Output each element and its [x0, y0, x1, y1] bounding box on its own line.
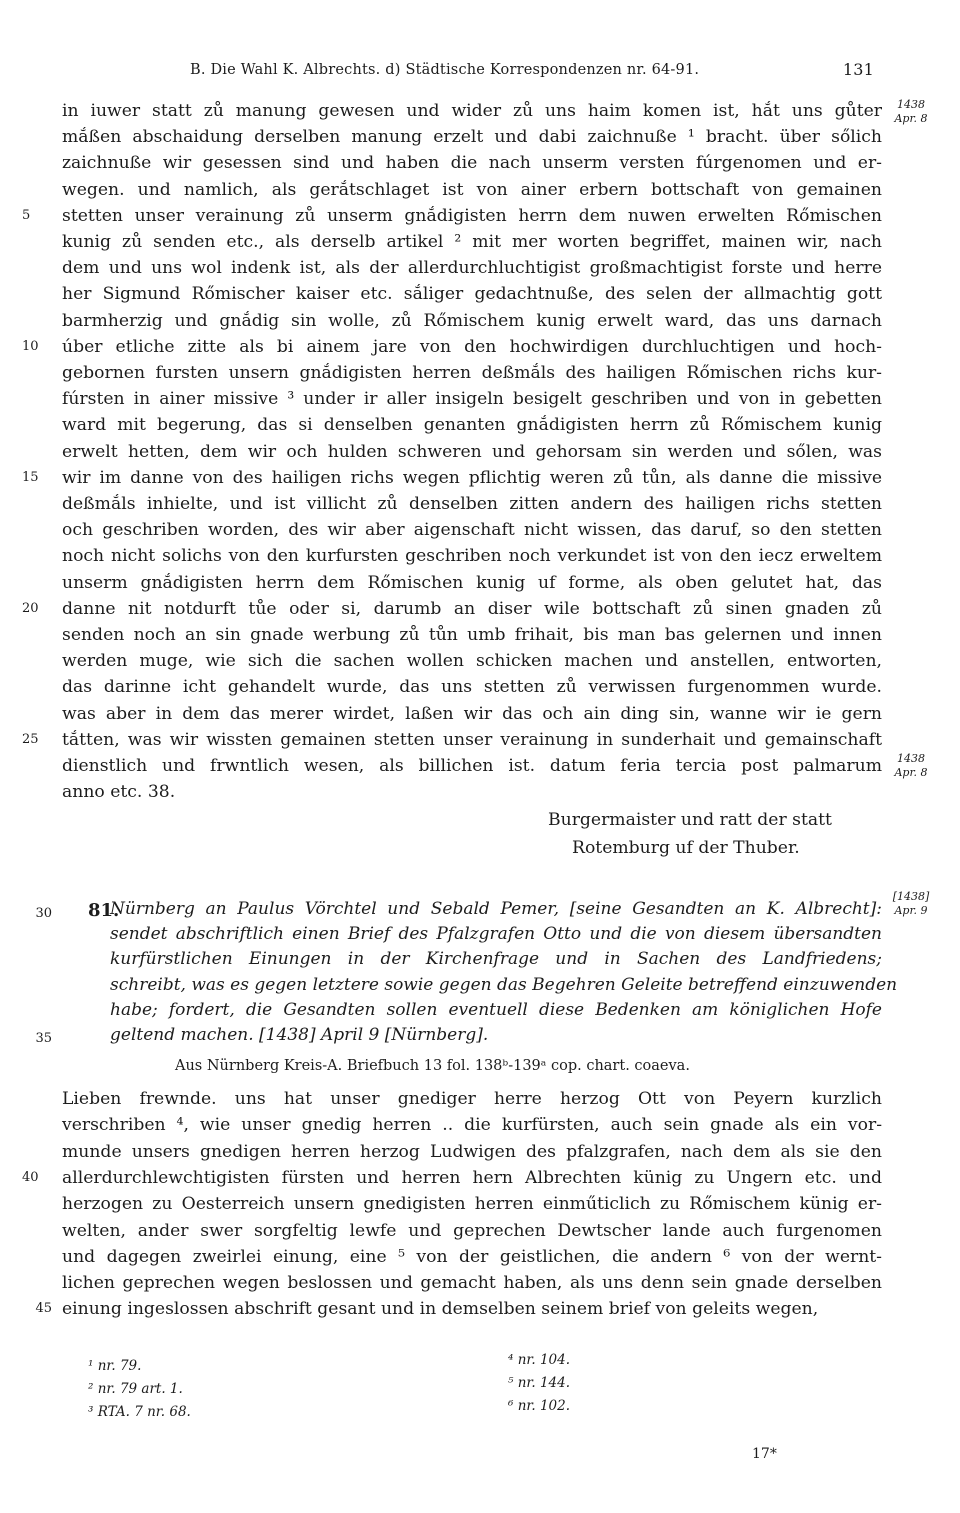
text-line — [62, 1086, 882, 1112]
footnote-5: ⁵ nr. 144. — [508, 1375, 571, 1391]
line-text: fúrsten in ainer missive ³ under ir aller insigeln besigelt geschriben und von in gebetten — [62, 389, 882, 410]
signature-line-1: Burgermaister und ratt der statt — [548, 810, 832, 830]
line-text: och geschriben worden, des wir aber aigenschaft nicht wissen, das daruf, so den stetten — [62, 520, 882, 541]
text-line — [62, 281, 882, 307]
line-text: herzogen zu Oesterreich unsern gnedigisten herren einműticlich zu Rőmischem künig er- — [62, 1194, 882, 1215]
regest-line: geltend machen. [1438] April 9 [Nürnberg]. — [110, 1025, 489, 1045]
line-text: úber etliche zitte als bi ainem jare von den hochwirdigen durchluchtigen und hoch- — [62, 336, 882, 357]
line-number: 15 — [22, 469, 39, 485]
page-number: 131 — [842, 60, 874, 79]
text-line — [22, 1165, 882, 1191]
line-number: 10 — [22, 338, 39, 354]
line-text: dienstlich und frwntlich wesen, als billichen ist. datum feria tercia post palmarum — [62, 756, 882, 776]
line-text: stetten unser verainung zů unserm gnắdigisten herrn dem nuwen erwelten Rőmischen — [62, 205, 882, 226]
margin-date-1 — [886, 98, 936, 126]
footnote-2: ² nr. 79 art. 1. — [88, 1381, 183, 1397]
text-line — [62, 543, 882, 569]
footnote-3: ³ RTA. 7 nr. 68. — [88, 1404, 191, 1420]
text-line — [62, 1270, 882, 1296]
line-number-35: 35 — [35, 1031, 52, 1046]
line-text: erwelt hetten, dem wir och hulden schweren und gehorsam sin werden und sőlen, was — [62, 441, 882, 462]
regest-line: Nürnberg an Paulus Vörchtel und Sebald Pemer, [seine Gesandten an K. Albrecht]: — [110, 899, 882, 919]
line-text: tắtten, was wir wissten gemainen stetten unser verainung in sunderhait und gemainschaft — [62, 729, 882, 750]
text-line — [62, 1244, 882, 1270]
margin-year: [1438] — [892, 890, 930, 903]
margin-day: Apr. 8 — [894, 112, 928, 125]
margin-day: Apr. 8 — [894, 766, 928, 779]
running-header — [190, 62, 880, 78]
line-text: danne nit notdurft tůe oder si, darumb an diser wile bottschaft zů sinen gnaden zů — [62, 598, 882, 619]
text-line — [22, 465, 882, 491]
line-text: zaichnuße wir gesessen sind und haben die nach unserm versten fúrgenomen und er- — [62, 153, 882, 174]
line-text: unserm gnắdigisten herrn dem Rőmischen kunig uf forme, als oben gelutet hat, das — [62, 572, 882, 593]
regest-line: habe; fordert, die Gesandten sollen eventuell diese Bedenken am königlichen Hofe — [110, 999, 882, 1020]
line-text: und dagegen zweirlei einung, eine ⁵ von der geistlichen, die andern ⁶ von der wernt- — [62, 1246, 882, 1267]
text-line — [62, 412, 882, 438]
signature-line-2: Rotemburg uf der Thuber. — [572, 838, 800, 858]
text-line — [62, 1139, 882, 1165]
text-line — [62, 308, 882, 334]
line-text: dem und uns wol indenk ist, als der allerdurchluchtigist großmachtigist forste und herre — [62, 258, 882, 279]
text-line — [62, 779, 882, 805]
text-line — [62, 177, 882, 203]
text-line — [62, 517, 882, 543]
line-text: deßmắls inhielte, und ist villicht zů denselben zitten andern des hailigen richs stetten — [62, 494, 882, 514]
line-text: gebornen fursten unsern gnắdigisten herren deßmắls des hailigen Rőmischen richs kur- — [62, 363, 882, 383]
text-line — [62, 124, 882, 150]
line-text: verschriben ⁴, wie unser gnedig herren .. die kurfürsten, auch sein gnade als ein vor- — [62, 1115, 882, 1136]
margin-year: 1438 — [897, 752, 925, 765]
line-text: kunig zů senden etc., als derselb artikel ² mit mer worten begriffet, mainen wir, nach — [62, 232, 882, 252]
entry-number: 81. — [88, 900, 120, 921]
line-text: wegen. und namlich, als gerắtschlaget ist von ainer erbern bottschaft von gemainen — [62, 179, 882, 200]
line-text: das darinne icht gehandelt wurde, das uns stetten zů verwissen furgenommen wurde. — [62, 677, 882, 698]
line-text: was aber in dem das merer wirdet, laßen wir das och ain ding sin, wanne wir ie gern — [62, 703, 882, 724]
line-number: 20 — [22, 600, 39, 616]
line-text: allerdurchlewchtigisten fürsten und herren hern Albrechten künig zu Ungern etc. und — [62, 1167, 882, 1188]
text-line — [22, 596, 882, 622]
sheet-signature: 17* — [752, 1446, 777, 1462]
text-line — [62, 1218, 882, 1244]
regest-line: kurfürstlichen Einungen in der Kirchenfrage und in Sachen des Landfriedens; — [110, 949, 882, 970]
line-text: lichen geprechen wegen beslossen und gemacht haben, als uns denn sein gnade derselben — [62, 1273, 882, 1294]
line-number: 5 — [22, 207, 31, 223]
line-text: ward mit begerung, das si denselben genanten gnắdigisten herrn zů Rőmischem kunig — [62, 415, 882, 436]
footnote-6: ⁶ nr. 102. — [508, 1398, 571, 1414]
text-line — [62, 701, 882, 727]
text-line — [62, 439, 882, 465]
line-number: 45 — [35, 1301, 52, 1317]
margin-year: 1438 — [897, 98, 925, 111]
text-line — [62, 648, 882, 674]
line-text: munde unsers gnedigen herren herzog Ludwigen des pfalzgrafen, nach dem als sie den — [62, 1141, 882, 1162]
footnote-1: ¹ nr. 79. — [88, 1358, 142, 1374]
regest-line: schreibt, was es gegen letztere sowie gegen das Begehren Geleite betreffend einzuwenden — [110, 974, 898, 995]
text-line — [62, 255, 882, 281]
line-text: anno etc. 38. — [62, 782, 176, 803]
text-line — [62, 674, 882, 700]
margin-day: Apr. 9 — [894, 904, 928, 917]
line-text: welten, ander swer sorgfeltig lewfe und geprechen Dewtscher lande auch furgenomen — [62, 1220, 882, 1241]
text-line — [62, 1112, 882, 1138]
line-text: in iuwer statt zů manung gewesen und wider zů uns haim komen ist, hắt uns gůter — [62, 101, 882, 121]
text-line — [22, 727, 882, 753]
margin-date-2 — [886, 752, 936, 780]
text-line — [62, 360, 882, 386]
line-text: einung ingeslossen abschrift gesant und in demselben seinem brief von geleits wegen, — [62, 1299, 819, 1320]
regest-line: sendet abschriftlich einen Brief des Pfalzgrafen Otto und die von diesem übersandten — [110, 924, 882, 945]
text-line — [62, 491, 882, 517]
footnote-4: ⁴ nr. 104. — [508, 1352, 571, 1368]
line-text: barmherzig und gnắdig sin wolle, zů Rőmischem kunig erwelt ward, das uns darnach — [62, 310, 882, 331]
line-text: senden noch an sin gnade werbung zů tůn umb frihait, bis man bas gelernen und innen — [62, 625, 882, 645]
line-text: Lieben frewnde. uns hat unser gnediger herre herzog Ott von Peyern kurzlich — [62, 1089, 882, 1109]
margin-date-3 — [886, 890, 936, 918]
line-number: 40 — [22, 1169, 39, 1185]
text-line — [62, 150, 882, 176]
text-line — [22, 334, 882, 360]
text-line — [62, 1191, 882, 1217]
text-line — [62, 622, 882, 648]
text-line — [35, 1296, 882, 1322]
line-text: noch nicht solichs von den kurfursten geschriben noch verkundet ist von den iecz erweltem — [62, 546, 882, 567]
line-text: her Sigmund Rőmischer kaiser etc. sắliger gedachtnuße, des selen der allmachtig gott — [62, 284, 882, 305]
text-line — [62, 386, 882, 412]
text-line — [22, 203, 882, 229]
text-line — [62, 753, 882, 779]
text-line — [62, 98, 882, 124]
line-number: 25 — [22, 731, 39, 747]
line-number-30: 30 — [35, 906, 52, 921]
running-title: B. Die Wahl K. Albrechts. d) Städtische Korrespondenzen nr. 64-91. — [190, 62, 700, 78]
line-text: werden muge, wie sich die sachen wollen schicken machen und anstellen, entworten, — [62, 651, 882, 672]
text-line — [62, 229, 882, 255]
line-text: mắßen abschaidung derselben manung erzelt und dabi zaichnuße ¹ bracht. über sőlich — [62, 127, 882, 148]
line-text: wir im danne von des hailigen richs wegen pflichtig weren zů tůn, als danne die missive — [62, 467, 882, 488]
text-line — [62, 570, 882, 596]
source-note: Aus Nürnberg Kreis-A. Briefbuch 13 fol. 138ᵇ-139ᵃ cop. chart. coaeva. — [175, 1058, 690, 1074]
